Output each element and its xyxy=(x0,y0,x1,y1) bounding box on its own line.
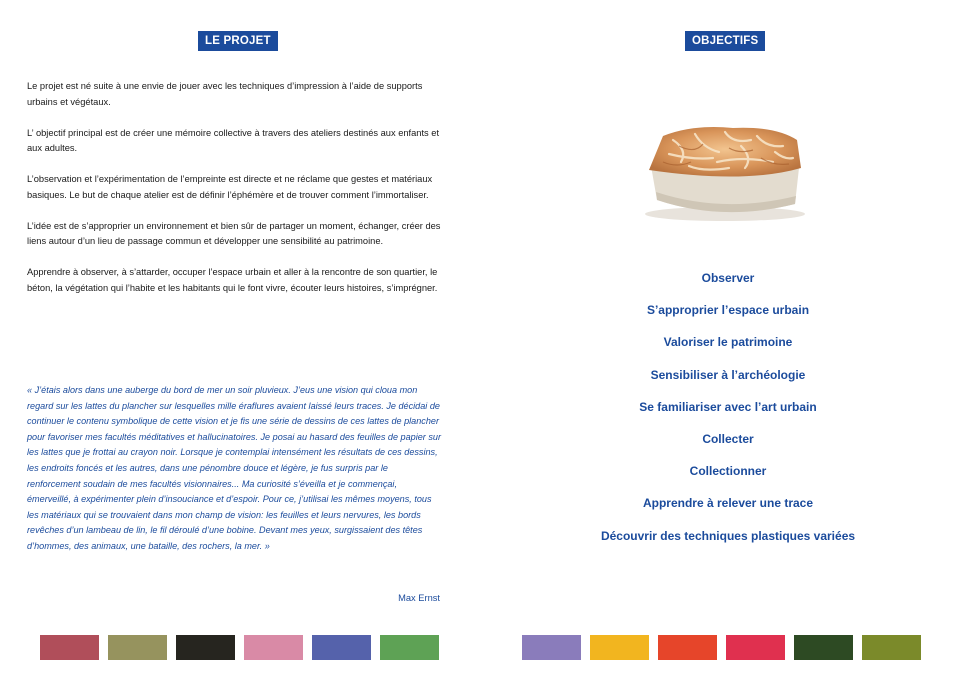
paragraph: L’ objectif principal est de créer une mémoire collective à travers des ateliers destinés aux enfants et aux adultes. xyxy=(27,127,440,153)
objective-item: Découvrir des techniques plastiques variées xyxy=(600,528,856,543)
right-page xyxy=(480,0,960,681)
paragraph: L’observation et l’expérimentation de l’empreinte est directe et ne réclame que gestes et matériaux basiques. Le but de chaque atelier est de définir l’éphémère et de trouver comment l’immortaliser. xyxy=(27,174,433,200)
section-title-le-projet: LE PROJET xyxy=(198,31,278,51)
quote-author: Max Ernst xyxy=(398,593,440,603)
color-swatch xyxy=(794,635,853,660)
color-swatch xyxy=(108,635,167,660)
objective-item: Sensibiliser à l’archéologie xyxy=(650,367,806,382)
color-swatch-strip xyxy=(522,635,930,660)
objective-item: Valoriser le patrimoine xyxy=(663,335,793,350)
color-swatch xyxy=(590,635,649,660)
max-ernst-quote: « J’étais alors dans une auberge du bord de mer un soir pluvieux. J’eus une vision qui cloua mon regard sur les lattes du plancher sur lesquelles mille éraflures avaient laissé leurs traces. Je décidai de continuer le contenu symbolique de cette vision et je fis une série de dessins de ces lattes de plancher pour favoriser mes facultés méditatives et hallucinatoires. Je posai au hasard des feuilles de papier sur les lattes que je frottai au crayon noir. Lorsque je contemplai intensément les résultats de ces dessins, les endroits foncés et les autres, dans une pénombre douce et légère, je fus surpris par le renforcement soudain de mes facultés visionnaires... Ma curiosité s’éveilla et je commençai, émerveillé, à expérimenter plein d’insouciance et d’espoir. Pour ce, j’utilisai les mêmes moyens, tous les matériaux qui se trouvaient dans mon champ de vision: les feuilles et leurs nervures, les bords revêches d’un lambeau de lin, le fil déroulé d’une bobine. Devant mes yeux, surgissaient des têtes d’hommes, des animaux, une bataille, des rochers, la mer. » xyxy=(27,385,441,551)
color-swatch xyxy=(862,635,921,660)
paragraph: Le projet est né suite à une envie de jouer avec les techniques d’impression à l’aide de supports urbains et végétaux. xyxy=(27,81,423,107)
color-swatch xyxy=(312,635,371,660)
paragraph: Apprendre à observer, à s’attarder, occuper l’espace urbain et aller à la rencontre de son quartier, le béton, la végétation qui l’habite et les habitants qui le font vivre, écouter leurs histoires, s’imprégner. xyxy=(27,267,438,293)
paragraph: L’idée est de s’approprier un environnement et bien sûr de partager un moment, échanger, créer des liens autour d’un lieu de passage commun et développer une sensibilité au patrimoine. xyxy=(27,220,441,246)
project-description xyxy=(27,79,442,312)
color-swatch xyxy=(244,635,303,660)
objective-item: Observer xyxy=(701,271,755,285)
objectives-list xyxy=(480,268,960,558)
color-swatch xyxy=(726,635,785,660)
color-swatch xyxy=(40,635,99,660)
color-swatch xyxy=(380,635,439,660)
objective-item: S’approprier l’espace urbain xyxy=(646,303,810,318)
objective-item: Collectionner xyxy=(689,464,767,479)
plaster-cast-photo xyxy=(633,118,813,222)
objective-item: Se familiariser avec l’art urbain xyxy=(639,399,817,414)
color-swatch xyxy=(176,635,235,660)
color-swatch-strip xyxy=(40,635,448,660)
objective-item: Apprendre à relever une trace xyxy=(642,496,814,511)
section-title-objectifs: OBJECTIFS xyxy=(685,31,765,51)
color-swatch xyxy=(522,635,581,660)
objective-item: Collecter xyxy=(702,431,754,446)
color-swatch xyxy=(658,635,717,660)
